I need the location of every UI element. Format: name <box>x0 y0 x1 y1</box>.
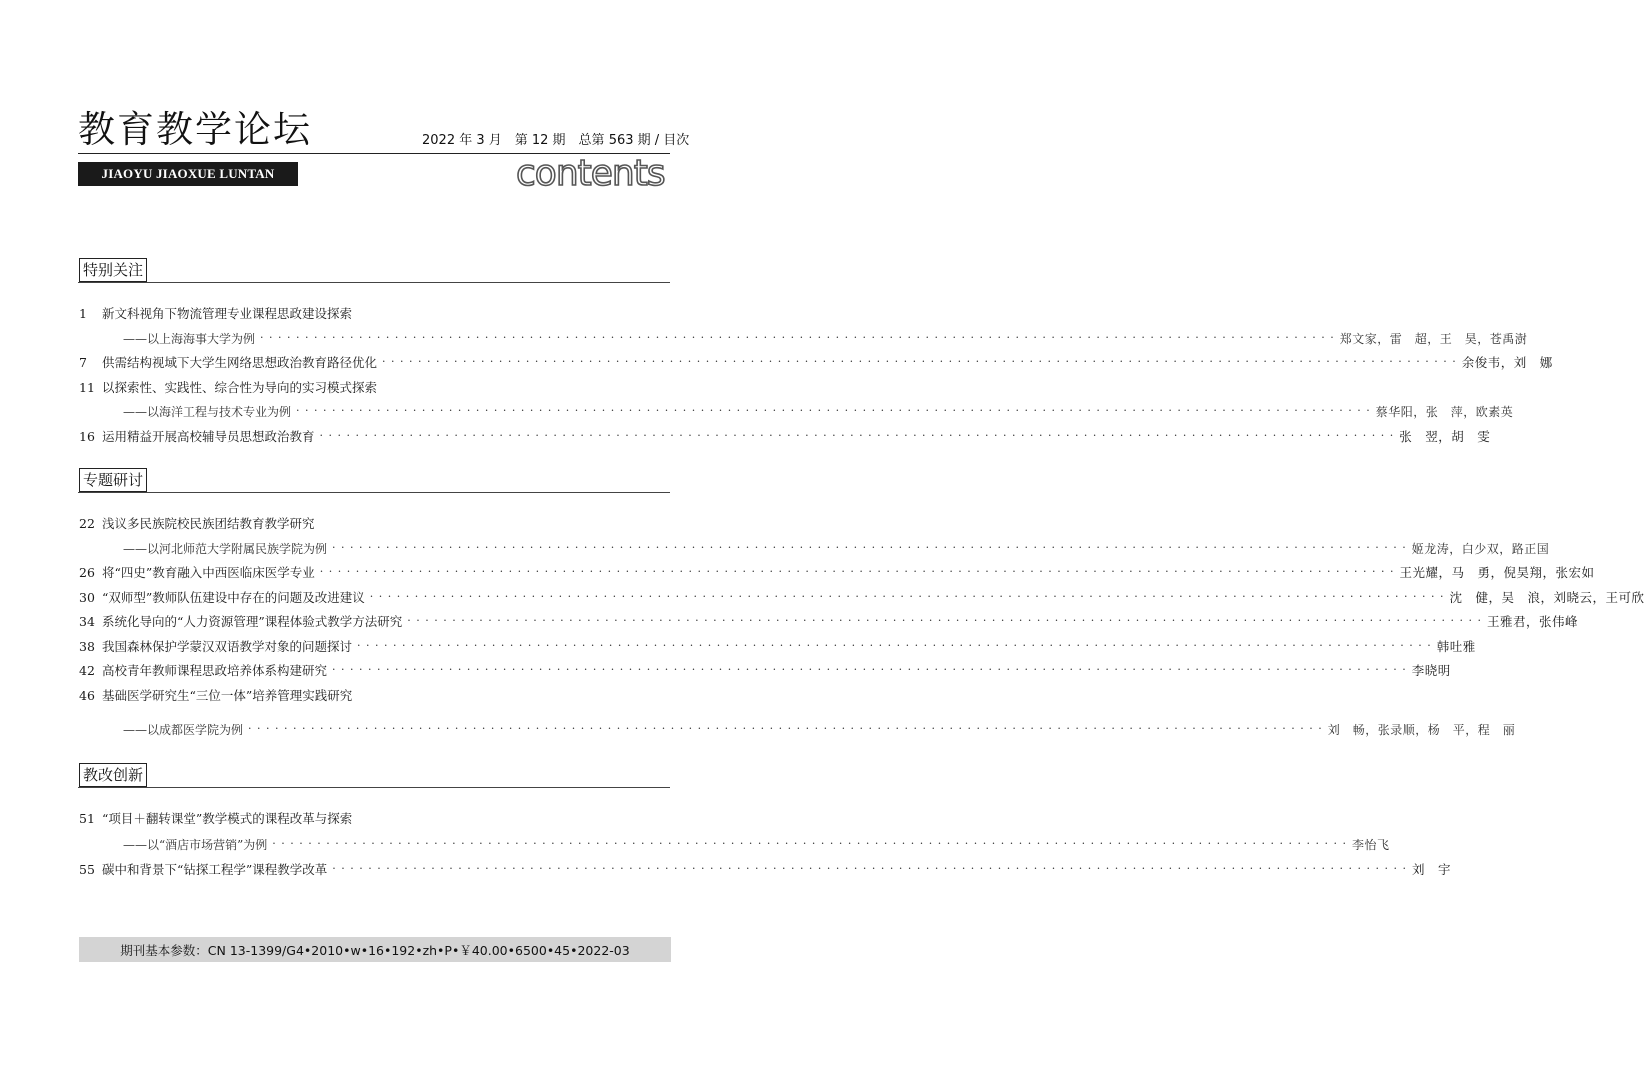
journal-title: 教育教学论坛 <box>78 108 312 151</box>
toc-page-number: 22 <box>79 515 95 531</box>
dot-leader: · · · · · · · · · · · · · · · · · · · · · · · · · · · · · · · · · · · · · · · · · · · · · · · · · · · · · · · · · · · · · · · · · · · · · · · · · · · · · · · · · · · · · · · · · · · · · · · · · · · · · · · · · · · · · · · · · · · · · · · · <box>369 590 1445 603</box>
toc-title: 以探索性、实践性、综合性为导向的实习模式探索 <box>102 380 378 395</box>
toc-entry[interactable] <box>79 303 670 323</box>
toc-authors: 沈 健，吴 浪，刘晓云，王可欣 <box>1449 590 1645 605</box>
toc-page-number: 34 <box>79 613 95 629</box>
toc-title: “双师型”教师队伍建设中存在的问题及改进建议 <box>102 590 365 605</box>
toc-authors: 郑文家，雷 超，王 昊，苍禹澍 <box>1339 331 1528 346</box>
dot-leader: · · · · · · · · · · · · · · · · · · · · · · · · · · · · · · · · · · · · · · · · · · · · · · · · · · · · · · · · · · · · · · · · · · · · · · · · · · · · · · · · · · · · · · · · · · · · · · · · · · · · · · · · · · · · · · · · · · · · · · · · <box>272 837 1347 850</box>
toc-entry[interactable] <box>79 611 1578 631</box>
toc-authors: 余俊韦，刘 娜 <box>1461 355 1553 370</box>
toc-title: 浅议多民族院校民族团结教育教学研究 <box>102 516 315 531</box>
toc-page-number: 16 <box>79 428 95 444</box>
journal-parameters-bar: 期刊基本参数：CN 13-1399/G4•2010•w•16•192•zh•P•￥40.00•6500•45•2022-03 <box>79 937 671 962</box>
dot-leader: · · · · · · · · · · · · · · · · · · · · · · · · · · · · · · · · · · · · · · · · · · · · · · · · · · · · · · · · · · · · · · · · · · · · · · · · · · · · · · · · · · · · · · · · · · · · · · · · · · · · · · · · · · · · · · · · · · · · · · · · <box>382 355 1457 368</box>
toc-page-number: 30 <box>79 589 95 605</box>
toc-subtitle: ——以海洋工程与技术专业为例 <box>123 404 292 419</box>
toc-title: 新文科视角下物流管理专业课程思政建设探索 <box>102 306 353 321</box>
toc-page-number: 7 <box>79 354 87 370</box>
toc-subtitle: ——以上海海事大学为例 <box>123 331 256 346</box>
toc-entry[interactable] <box>79 660 1451 680</box>
toc-title: 运用精益开展高校辅导员思想政治教育 <box>102 429 315 444</box>
dot-leader: · · · · · · · · · · · · · · · · · · · · · · · · · · · · · · · · · · · · · · · · · · · · · · · · · · · · · · · · · · · · · · · · · · · · · · · · · · · · · · · · · · · · · · · · · · · · · · · · · · · · · · · · · · · · · · · · · · · · · · · · <box>332 862 1407 875</box>
toc-page-number: 1 <box>79 305 87 321</box>
contents-wordmark: contents <box>516 153 665 194</box>
toc-authors: 王雅君，张伟峰 <box>1486 614 1578 629</box>
toc-title: 基础医学研究生“三位一体”培养管理实践研究 <box>102 688 353 703</box>
toc-entry[interactable] <box>79 513 670 533</box>
toc-page-number: 42 <box>79 662 95 678</box>
toc-authors: 张 翌，胡 雯 <box>1399 429 1491 444</box>
journal-pinyin-bar: JIAOYU JIAOXUE LUNTAN <box>78 162 298 186</box>
section-rule <box>78 787 670 788</box>
toc-subtitle: ——以成都医学院为例 <box>123 722 244 737</box>
toc-entry[interactable] <box>79 377 670 397</box>
toc-page-number: 51 <box>79 810 95 826</box>
toc-subtitle: ——以“酒店市场营销”为例 <box>123 837 268 852</box>
toc-authors: 李怡飞 <box>1351 837 1390 852</box>
dot-leader: · · · · · · · · · · · · · · · · · · · · · · · · · · · · · · · · · · · · · · · · · · · · · · · · · · · · · · · · · · · · · · · · · · · · · · · · · · · · · · · · · · · · · · · · · · · · · · · · · · · · · · · · · · · · · · · · · · · · · · · · <box>407 614 1482 627</box>
toc-entry[interactable] <box>79 636 1476 656</box>
toc-authors: 王光耀，马 勇，倪昊翔，张宏如 <box>1399 565 1595 580</box>
toc-entry[interactable] <box>79 685 670 705</box>
section-heading: 专题研讨 <box>79 468 147 492</box>
toc-page-number: 46 <box>79 687 95 703</box>
toc-entry-subtitle[interactable] <box>123 401 1514 421</box>
dot-leader: · · · · · · · · · · · · · · · · · · · · · · · · · · · · · · · · · · · · · · · · · · · · · · · · · · · · · · · · · · · · · · · · · · · · · · · · · · · · · · · · · · · · · · · · · · · · · · · · · · · · · · · · · · · · · · · · · · · · · · · · <box>332 663 1407 676</box>
toc-authors: 刘 宇 <box>1411 862 1451 877</box>
toc-page-number: 38 <box>79 638 95 654</box>
toc-page-number: 26 <box>79 564 95 580</box>
toc-authors: 姬龙涛，白少双，路正国 <box>1411 541 1550 556</box>
toc-title: 高校青年教师课程思政培养体系构建研究 <box>102 663 328 678</box>
section-rule <box>78 282 670 283</box>
toc-entry[interactable] <box>79 426 1491 446</box>
toc-title: 碳中和背景下“钻探工程学”课程教学改革 <box>102 862 328 877</box>
dot-leader: · · · · · · · · · · · · · · · · · · · · · · · · · · · · · · · · · · · · · · · · · · · · · · · · · · · · · · · · · · · · · · · · · · · · · · · · · · · · · · · · · · · · · · · · · · · · · · · · · · · · · · · · · · · · · · · · · · · · · · · · <box>357 639 1432 652</box>
toc-subtitle: ——以河北师范大学附属民族学院为例 <box>123 541 328 556</box>
toc-title: 供需结构视域下大学生网络思想政治教育路径优化 <box>102 355 378 370</box>
toc-authors: 韩吐雅 <box>1436 639 1476 654</box>
dot-leader: · · · · · · · · · · · · · · · · · · · · · · · · · · · · · · · · · · · · · · · · · · · · · · · · · · · · · · · · · · · · · · · · · · · · · · · · · · · · · · · · · · · · · · · · · · · · · · · · · · · · · · · · · · · · · · · · · · · · · · · · <box>319 429 1395 442</box>
toc-authors: 刘 畅，张录顺，杨 平，程 丽 <box>1327 722 1516 737</box>
toc-entry-subtitle[interactable] <box>123 834 1390 854</box>
toc-authors: 蔡华阳，张 萍，欧素英 <box>1375 404 1514 419</box>
dot-leader: · · · · · · · · · · · · · · · · · · · · · · · · · · · · · · · · · · · · · · · · · · · · · · · · · · · · · · · · · · · · · · · · · · · · · · · · · · · · · · · · · · · · · · · · · · · · · · · · · · · · · · · · · · · · · · · · · · · · · · · · <box>319 565 1395 578</box>
toc-entry[interactable] <box>79 587 1645 607</box>
toc-entry[interactable] <box>79 859 1451 879</box>
toc-entry-subtitle[interactable] <box>123 719 1516 739</box>
toc-title: “项目＋翻转课堂”教学模式的课程改革与探索 <box>102 811 353 826</box>
toc-authors: 李晓明 <box>1411 663 1451 678</box>
toc-title: 我国森林保护学蒙汉双语教学对象的问题探讨 <box>102 639 353 654</box>
toc-page-number: 55 <box>79 861 95 877</box>
toc-entry[interactable] <box>79 808 670 828</box>
toc-title: 系统化导向的“人力资源管理”课程体验式教学方法研究 <box>102 614 403 629</box>
toc-entry[interactable] <box>79 352 1553 372</box>
section-rule <box>78 492 670 493</box>
issue-info: 2022 年 3 月 第 12 期 总第 563 期 / 目次 <box>422 133 690 148</box>
section-heading: 特别关注 <box>79 258 147 282</box>
toc-entry[interactable] <box>79 562 1595 582</box>
toc-title: 将“四史”教育融入中西医临床医学专业 <box>102 565 315 580</box>
section-heading: 教改创新 <box>79 763 147 787</box>
dot-leader: · · · · · · · · · · · · · · · · · · · · · · · · · · · · · · · · · · · · · · · · · · · · · · · · · · · · · · · · · · · · · · · · · · · · · · · · · · · · · · · · · · · · · · · · · · · · · · · · · · · · · · · · · · · · · · · · · · · · · · · · <box>296 404 1371 417</box>
toc-entry-subtitle[interactable] <box>123 538 1550 558</box>
toc-page-number: 11 <box>79 379 95 395</box>
dot-leader: · · · · · · · · · · · · · · · · · · · · · · · · · · · · · · · · · · · · · · · · · · · · · · · · · · · · · · · · · · · · · · · · · · · · · · · · · · · · · · · · · · · · · · · · · · · · · · · · · · · · · · · · · · · · · · · · · · · · · · · · <box>248 722 1323 735</box>
dot-leader: · · · · · · · · · · · · · · · · · · · · · · · · · · · · · · · · · · · · · · · · · · · · · · · · · · · · · · · · · · · · · · · · · · · · · · · · · · · · · · · · · · · · · · · · · · · · · · · · · · · · · · · · · · · · · · · · · · · · · · · · <box>260 331 1335 344</box>
dot-leader: · · · · · · · · · · · · · · · · · · · · · · · · · · · · · · · · · · · · · · · · · · · · · · · · · · · · · · · · · · · · · · · · · · · · · · · · · · · · · · · · · · · · · · · · · · · · · · · · · · · · · · · · · · · · · · · · · · · · · · · · <box>332 541 1407 554</box>
toc-entry-subtitle[interactable] <box>123 328 1528 348</box>
